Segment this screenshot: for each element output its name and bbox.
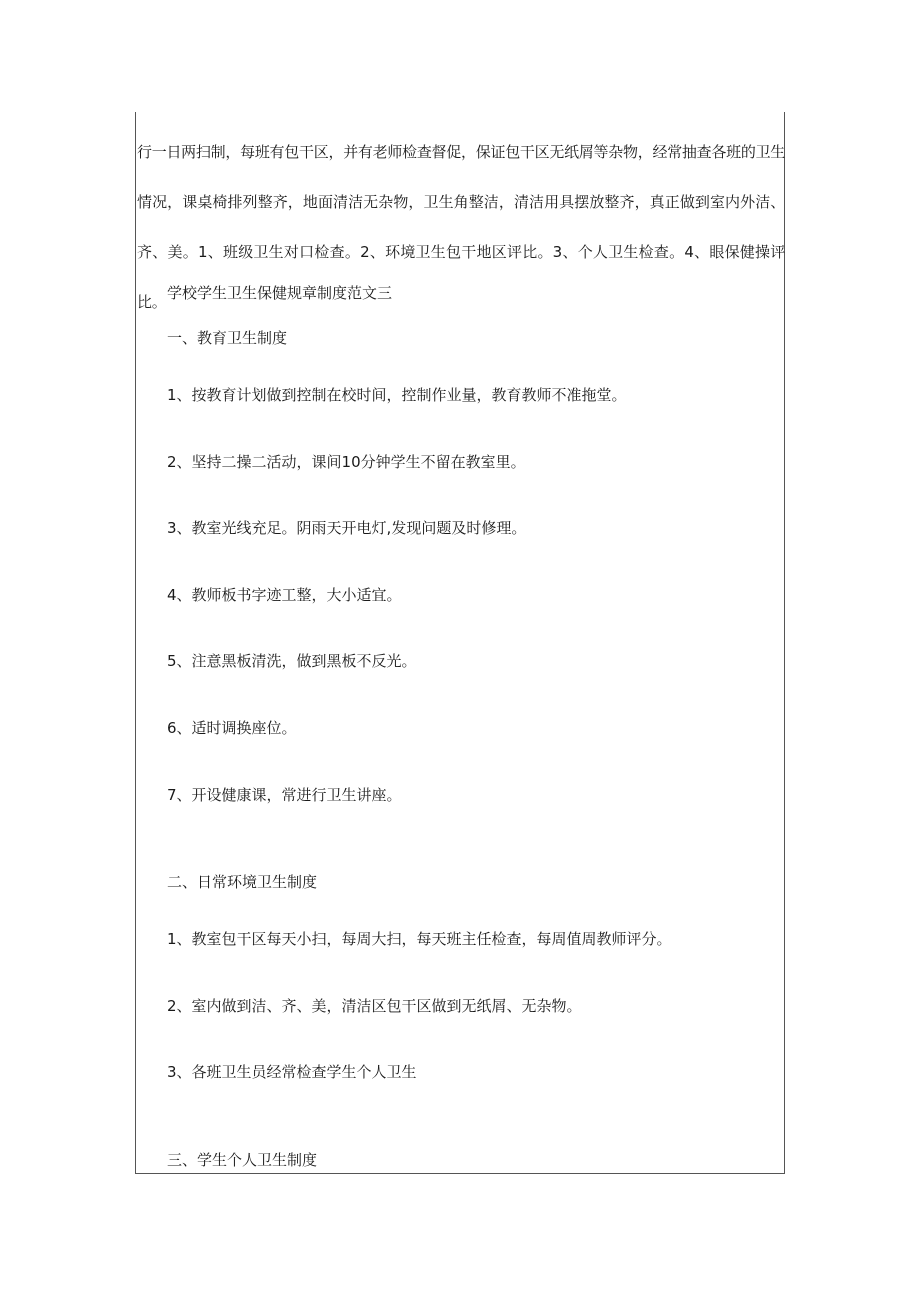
list-item: 3、各班卫生员经常检查学生个人卫生 [167,1063,417,1081]
list-item: 1、教室包干区每天小扫，每周大扫，每天班主任检查，每周值周教师评分。 [167,930,672,948]
list-item: 4、教师板书字迹工整，大小适宜。 [167,586,402,604]
list-item: 7、开设健康课，常进行卫生讲座。 [167,786,402,804]
list-item: 1、按教育计划做到控制在校时间，控制作业量，教育教师不准拖堂。 [167,386,627,404]
intro-paragraph: 行一日两扫制，每班有包干区，并有老师检查督促，保证包干区无纸屑等杂物，经常抽查各班的卫生情况，课桌椅排列整齐，地面清洁无杂物，卫生角整洁，清洁用具摆放整齐，真正做到室内外洁、齐、美。1、班级卫生对口检查。2、环境卫生包干地区评比。3、个人卫生检查。4、眼保健操评比。 [137,143,785,311]
article-title: 学校学生卫生保健规章制度范文三 [167,284,393,302]
list-item: 2、坚持二操二活动，课间10分钟学生不留在教室里。 [167,453,526,471]
list-item: 3、教室光线充足。阴雨天开电灯,发现问题及时修理。 [167,519,527,537]
list-item: 5、注意黑板清洗，做到黑板不反光。 [167,652,417,670]
list-item: 2、室内做到洁、齐、美，清洁区包干区做到无纸屑、无杂物。 [167,997,582,1015]
section-heading-education-hygiene: 一、教育卫生制度 [167,329,288,347]
list-item: 6、适时调换座位。 [167,719,297,737]
section-heading-personal-hygiene: 三、学生个人卫生制度 [167,1151,318,1169]
section-heading-daily-environment-hygiene: 二、日常环境卫生制度 [167,873,318,891]
